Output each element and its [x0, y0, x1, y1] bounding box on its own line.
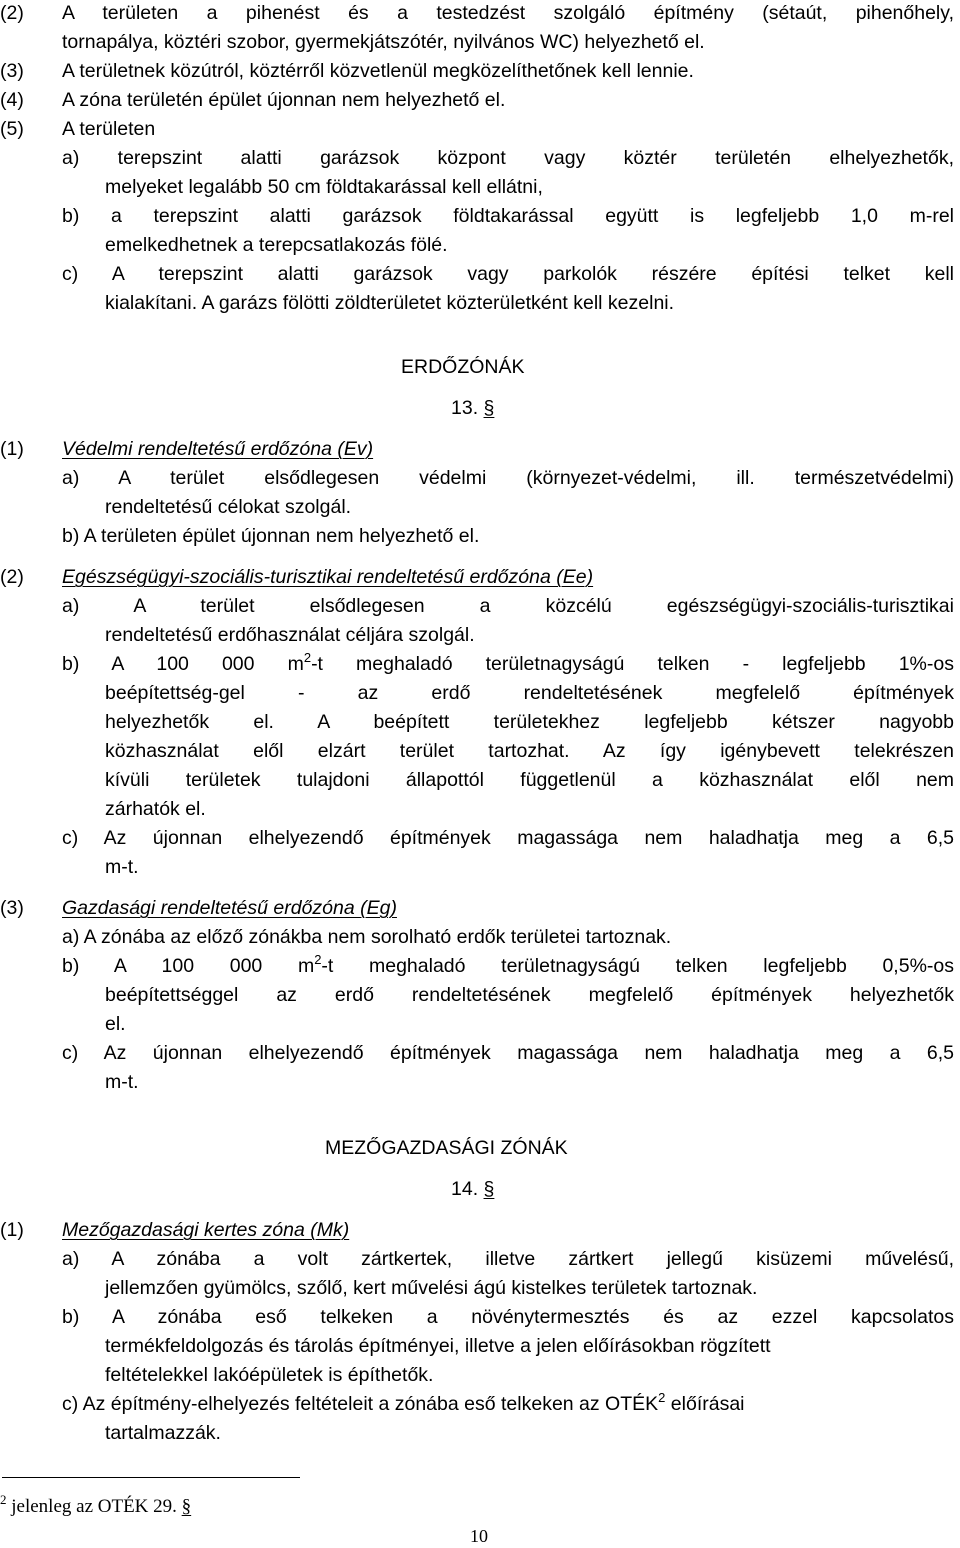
section-number-text: 14. — [451, 1178, 479, 1200]
text-line: kívüli területek tulajdoni állapottól függetlenül a közhasználat elől nem — [105, 769, 954, 791]
text-line: beépítettség-gel - az erdő rendeltetésének megfelelő építmények — [105, 682, 954, 704]
list-item-c: c) A terepszint alatti garázsok vagy parkolók részére építési telket kell — [62, 263, 954, 285]
text-run: előírásai — [665, 1393, 745, 1415]
paragraph-number: (5) — [0, 118, 24, 140]
section-heading: MEZŐGAZDASÁGI ZÓNÁK — [325, 1137, 568, 1159]
footnote-text: jelenleg az OTÉK 29. — [6, 1496, 182, 1517]
text-line: kialakítani. A garázs fölötti zöldterületet közterületként kell kezelni. — [105, 292, 675, 314]
list-item-a: a) A zónába a volt zártkertek, illetve zártkert jellegű kisüzemi művelésű, — [62, 1248, 954, 1270]
text-line: melyeket legalább 50 cm földtakarással kell ellátni, — [105, 176, 543, 198]
text-line: rendeltetésű célokat szolgál. — [105, 496, 352, 518]
paragraph-number: (4) — [0, 89, 24, 111]
superscript: 2 — [314, 952, 322, 967]
text-line: emelkedhetnek a terepcsatlakozás fölé. — [105, 234, 448, 256]
text-line: zárhatók el. — [105, 798, 206, 820]
text-line: helyezhetők el. A beépített területekhez legfeljebb kétszer nagyobb — [105, 711, 954, 733]
section-symbol: § — [181, 1496, 192, 1517]
section-number — [451, 1180, 494, 1200]
section-number — [451, 399, 494, 419]
list-item-b — [62, 952, 954, 977]
section-heading: ERDŐZÓNÁK — [401, 356, 525, 378]
superscript: 2 — [303, 650, 312, 665]
text-line: feltételekkel lakóépületek is építhetők. — [105, 1364, 434, 1386]
paragraph-number: (1) — [0, 1219, 24, 1241]
list-item-c — [62, 1390, 745, 1415]
paragraph-number: (2) — [0, 566, 24, 588]
subsection-title: Gazdasági rendeltetésű erdőzóna (Eg) — [62, 897, 397, 919]
paragraph-number: (1) — [0, 438, 24, 460]
footnote-separator — [2, 1477, 300, 1478]
footnote-mark: 2 — [0, 1492, 7, 1507]
list-item-c: c) Az újonnan elhelyezendő építmények magassága nem haladhatja meg a 6,5 — [62, 1042, 954, 1064]
paragraph-number: (2) — [0, 2, 24, 24]
text-run: -t meghaladó területnagyságú telken legfeljebb 0,5%-os — [321, 955, 954, 977]
text-run: b) A 100 000 m — [62, 955, 315, 977]
subsection-title: Mezőgazdasági kertes zóna (Mk) — [62, 1219, 350, 1241]
text-run: b) A 100 000 m — [62, 653, 304, 675]
text-line: A területen a pihenést és a testedzést szolgáló építmény (sétaút, pihenőhely, — [62, 2, 954, 24]
paragraph-number: (3) — [0, 60, 24, 82]
text-line: jellemzően gyümölcs, szőlő, kert művelési ágú kistelkes területek tartoznak. — [105, 1277, 758, 1299]
text-line: beépítettséggel az erdő rendeltetésének megfelelő építmények helyezhetők — [105, 984, 954, 1006]
text-line: el. — [105, 1013, 126, 1035]
text-line: rendeltetésű erdőhasználat céljára szolgál. — [105, 624, 475, 646]
list-item-b: b) a terepszint alatti garázsok földtakarással együtt is legfeljebb 1,0 m-rel — [62, 205, 954, 227]
list-item-a: a) terepszint alatti garázsok központ vagy köztér területén elhelyezhetők, — [62, 147, 954, 169]
list-item-b: b) A zónába eső telkeken a növénytermesztés és az ezzel kapcsolatos — [62, 1306, 954, 1328]
text-run: c) Az építmény-elhelyezés feltételeit a zónába eső telkeken az OTÉK — [62, 1393, 659, 1415]
footnote — [0, 1492, 192, 1517]
list-item-c: c) Az újonnan elhelyezendő építmények magassága nem haladhatja meg a 6,5 — [62, 827, 954, 849]
text-line: termékfeldolgozás és tárolás építményei, illetve a jelen előírásokban rögzített — [105, 1335, 771, 1357]
text-line: tornapálya, köztéri szobor, gyermekjátszótér, nyilvános WC) helyezhető el. — [62, 31, 705, 53]
list-item-b — [62, 650, 954, 675]
paragraph-number: (3) — [0, 897, 24, 919]
text-line: A területnek közútról, köztérről közvetlenül megközelíthetőnek kell lennie. — [62, 60, 694, 82]
section-symbol: § — [483, 1178, 495, 1200]
footnote-reference: 2 — [658, 1390, 666, 1405]
text-line: A területen — [62, 118, 156, 140]
page-number: 10 — [470, 1526, 488, 1546]
text-line: m-t. — [105, 1071, 139, 1093]
list-item-a: a) A terület elsődlegesen a közcélú egészségügyi-szociális-turisztikai — [62, 595, 954, 617]
subsection-title: Védelmi rendeltetésű erdőzóna (Ev) — [62, 438, 374, 460]
text-line: A zóna területén épület újonnan nem helyezhető el. — [62, 89, 506, 111]
text-line: tartalmazzák. — [105, 1422, 221, 1444]
section-number-text: 13. — [451, 397, 479, 419]
list-item-a: a) A zónába az előző zónákba nem sorolható erdők területei tartoznak. — [62, 926, 672, 948]
list-item-a: a) A terület elsődlegesen védelmi (környezet-védelmi, ill. természetvédelmi) — [62, 467, 954, 489]
subsection-title: Egészségügyi-szociális-turisztikai rendeltetésű erdőzóna (Ee) — [62, 566, 594, 588]
text-line: közhasználat elől elzárt terület tartozhat. Az így igénybevett telekrészen — [105, 740, 954, 762]
section-symbol: § — [483, 397, 495, 419]
list-item-b: b) A területen épület újonnan nem helyezhető el. — [62, 525, 480, 547]
text-run: -t meghaladó területnagyságú telken - legfeljebb 1%-os — [311, 653, 954, 675]
text-line: m-t. — [105, 856, 139, 878]
